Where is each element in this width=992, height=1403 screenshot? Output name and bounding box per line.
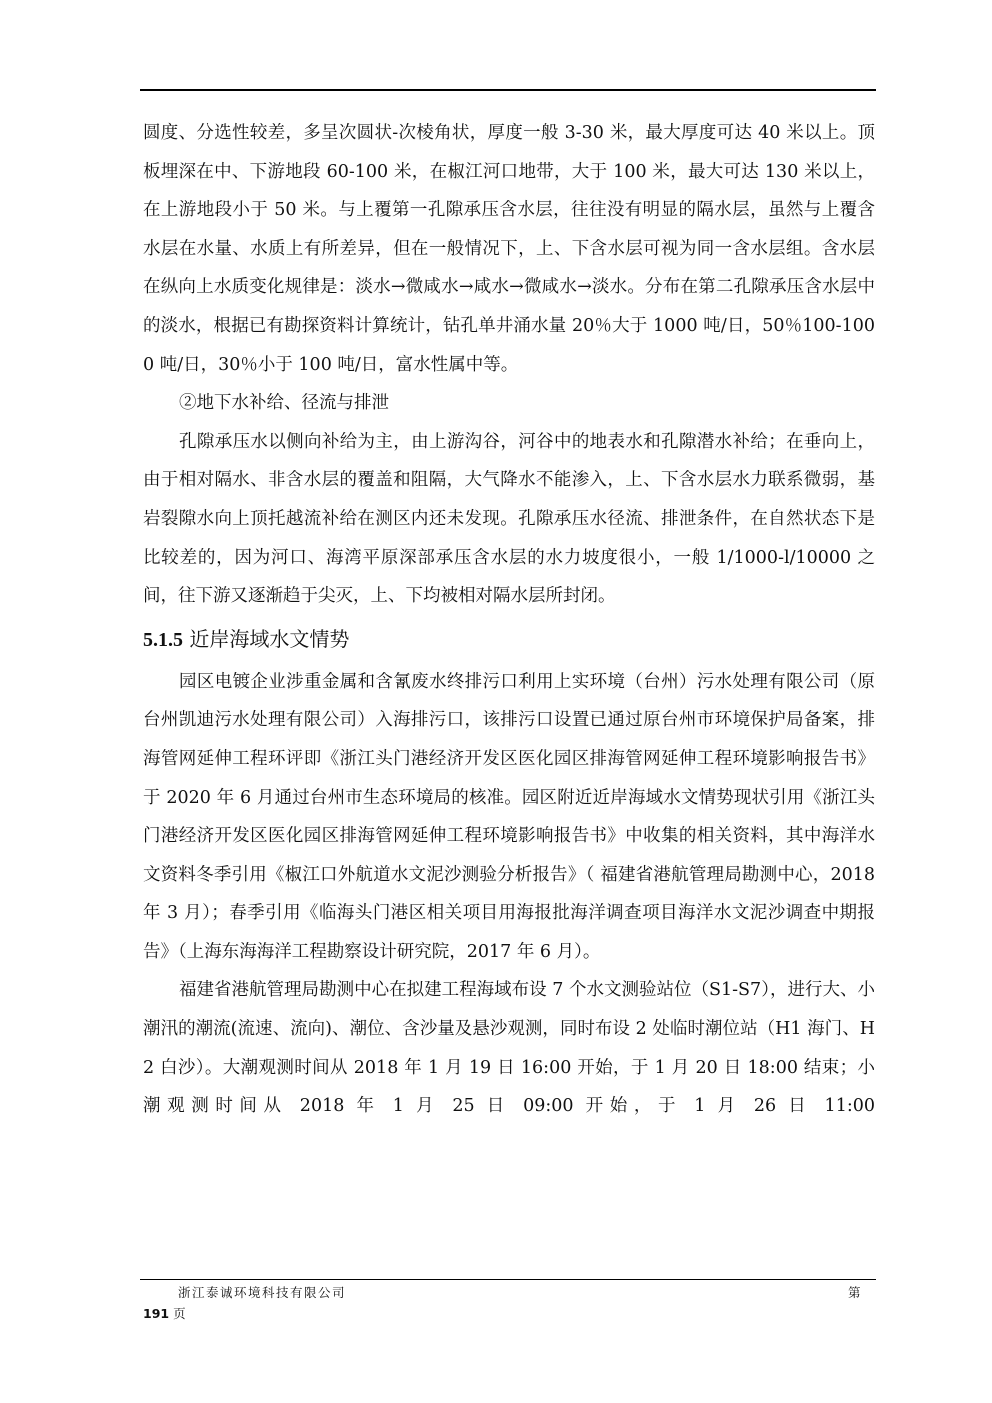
paragraph-hydrology-survey: 福建省港航管理局勘测中心在拟建工程海域布设 7 个水文测验站位（S1-S7），进行大、小潮汛的潮流(流速、流向)、潮位、含沙量及悬沙观测，同时布设 2 处临时潮位站（H1 海门、H2 白沙）。大潮观测时间从 2018 年 1 月 19 日 16:00 开始，于 1 月 20 日 18:00 结束；小潮观测时间从 2018 年 1 月 25 日 09:00 开始，于 1 月 26 日 11:00 (143, 980, 875, 1117)
page-suffix: 页 (173, 1306, 186, 1321)
subheading-recharge-runoff-discharge: ②地下水补给、径流与排泄 (179, 393, 389, 414)
footer-page-number (143, 1304, 186, 1322)
section-title: 近岸海域水文情势 (189, 626, 350, 651)
paragraph-outfall-description: 园区电镀企业涉重金属和含氰废水终排污口利用上实环境（台州）污水处理有限公司（原台州凯迪污水处理有限公司）入海排污口，该排污口设置已通过原台州市环境保护局备案，排海管网延伸工程环评即《浙江头门港经济开发区医化园区排海管网延伸工程环境影响报告书》于 2020 年 6 月通过台州市生态环境局的核准。园区附近近岸海域水文情势现状引用《浙江头门港经济开发区医化园区排海管网延伸工程环境影响报告书》中收集的相关资料，其中海洋水文资料冬季引用《椒江口外航道水文泥沙测验分析报告》（ 福建省港航管理局勘测中心，2018 年 3 月）；春季引用《临海头门港区相关项目用海报批海洋调查项目海洋水文泥沙调查中期报告》（上海东海海洋工程勘察设计研究院，2017 年 6 月）。 (143, 671, 875, 962)
footer-rule (140, 1279, 876, 1280)
paragraph-aquifer-description: 圆度、分选性较差，多呈次圆状-次棱角状，厚度一般 3-30 米，最大厚度可达 40 米以上。顶板埋深在中、下游地段 60-100 米，在椒江河口地带，大于 100 米，最大可达 130 米以上，在上游地段小于 50 米。与上覆第一孔隙承压含水层，往往没有明显的隔水层，虽然与上覆含水层在水量、水质上有所差异，但在一般情况下，上、下含水层可视为同一含水层组。含水层在纵向上水质变化规律是：淡水→微咸水→咸水→微咸水→淡水。分布在第二孔隙承压含水层中的淡水，根据已有勘探资料计算统计，钻孔单井涌水量 20％大于 1000 吨/日，50％100-1000 吨/日，30％小于 100 吨/日，富水性属中等。 (143, 123, 875, 375)
paragraph-confined-water-recharge: 孔隙承压水以侧向补给为主，由上游沟谷，河谷中的地表水和孔隙潜水补给；在垂向上，由于相对隔水、非含水层的覆盖和阻隔，大气降水不能渗入，上、下含水层水力联系微弱，基岩裂隙水向上顶托越流补给在测区内还未发现。孔隙承压水径流、排泄条件，在自然状态下是比较差的，因为河口、海湾平原深部承压含水层的水力坡度很小，一般 1/1000-l/10000 之间，往下游又逐渐趋于尖灭，上、下均被相对隔水层所封闭。 (143, 431, 875, 607)
footer-page-prefix: 第 (848, 1285, 861, 1300)
page-body (143, 114, 875, 1126)
header-rule (140, 89, 876, 91)
footer-company: 浙江泰诚环境科技有限公司 (178, 1285, 347, 1300)
section-heading (143, 624, 875, 655)
page-number: 191 (143, 1306, 170, 1321)
section-number: 5.1.5 (143, 628, 183, 651)
